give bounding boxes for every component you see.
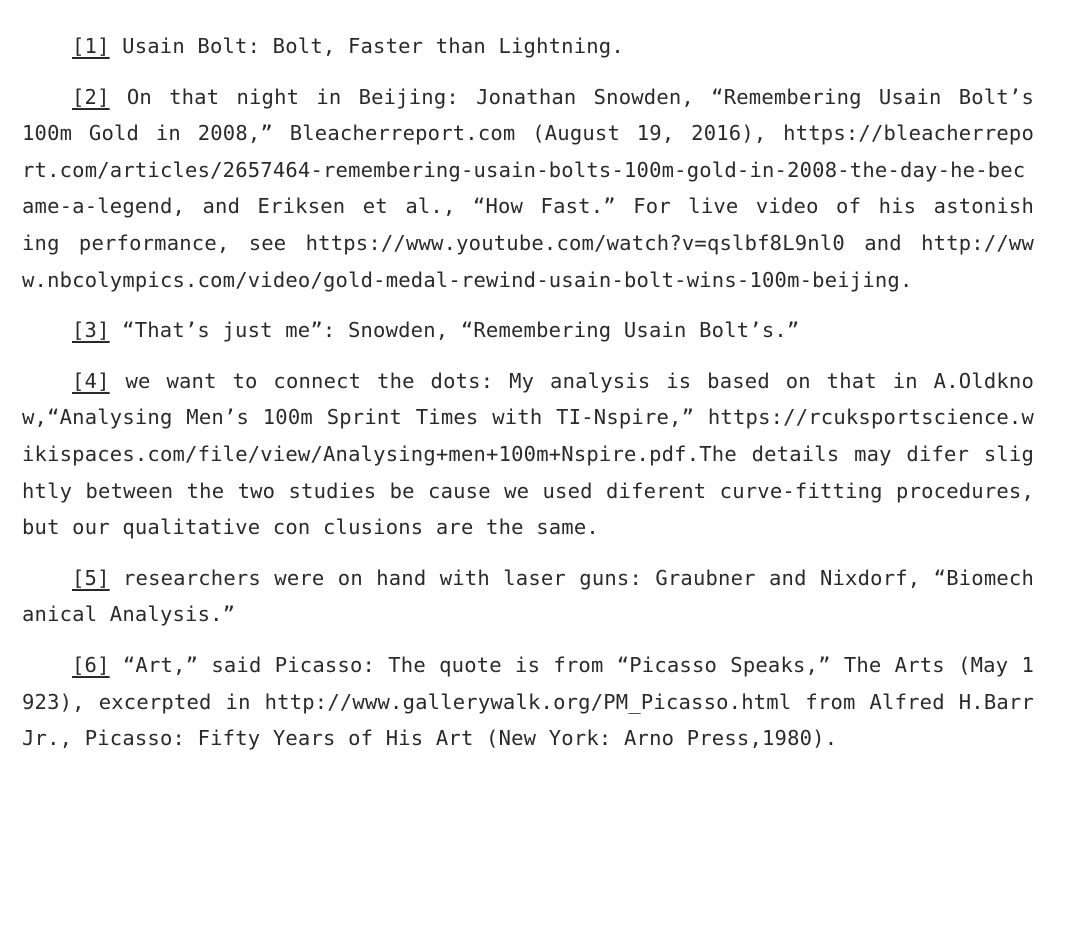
endnote-3 <box>22 312 1034 349</box>
endnote-6 <box>22 647 1034 757</box>
endnote-text-3: “That’s just me”: Snowden, “Remembering Usain Bolt’s.” <box>109 318 800 343</box>
endnote-1 <box>22 28 1034 65</box>
endnote-4 <box>22 363 1034 546</box>
endnote-ref-5[interactable]: [5] <box>72 565 110 590</box>
endnote-5 <box>22 560 1034 633</box>
endnote-ref-6[interactable]: [6] <box>72 652 110 677</box>
endnote-ref-4[interactable]: [4] <box>72 368 110 393</box>
endnote-2 <box>22 79 1034 299</box>
endnote-ref-2[interactable]: [2] <box>72 84 110 109</box>
endnote-text-4: we want to connect the dots: My analysis is based on that in A.Oldknow,“Analysing Men’s 100m Sprint Times with TI-Nspire,” https://rcuksportscience.wikispaces.com/file/view/Analysing+men+100m+Nspire.pdf.The details may difer slightly between the two studies be cause we used diferent curve-fitting procedures, but our qualitative con clusions are the same. <box>22 368 1034 540</box>
endnote-text-2: On that night in Beijing: Jonathan Snowden, “Remembering Usain Bolt’s 100m Gold in 2008,” Bleacherreport.com (August 19, 2016), https://bleacherreport.com/articles/2657464-remembering-usain-bolts-100m-gold-in-2008-the-day-he-became-a-legend, and Eriksen et al., “How Fast.” For live video of his astonishing performance, see https://www.youtube.com/watch?v=qslbf8L9nl0 and http://www.nbcolympics.com/video/gold-medal-rewind-usain-bolt-wins-100m-beijing. <box>22 84 1034 292</box>
endnote-text-6: “Art,” said Picasso: The quote is from “Picasso Speaks,” The Arts (May 1923), excerpted in http://www.gallerywalk.org/PM_Picasso.html from Alfred H.Barr Jr., Picasso: Fifty Years of His Art (New York: Arno Press,1980). <box>22 652 1034 751</box>
endnote-ref-3[interactable]: [3] <box>72 318 110 343</box>
endnote-ref-1[interactable]: [1] <box>72 34 110 58</box>
endnote-text-1: Usain Bolt: Bolt, Faster than Lightning. <box>109 34 624 58</box>
endnotes-page <box>22 28 1034 771</box>
endnote-text-5: researchers were on hand with laser guns: Graubner and Nixdorf, “Biomechanical Analysis.” <box>22 565 1034 627</box>
